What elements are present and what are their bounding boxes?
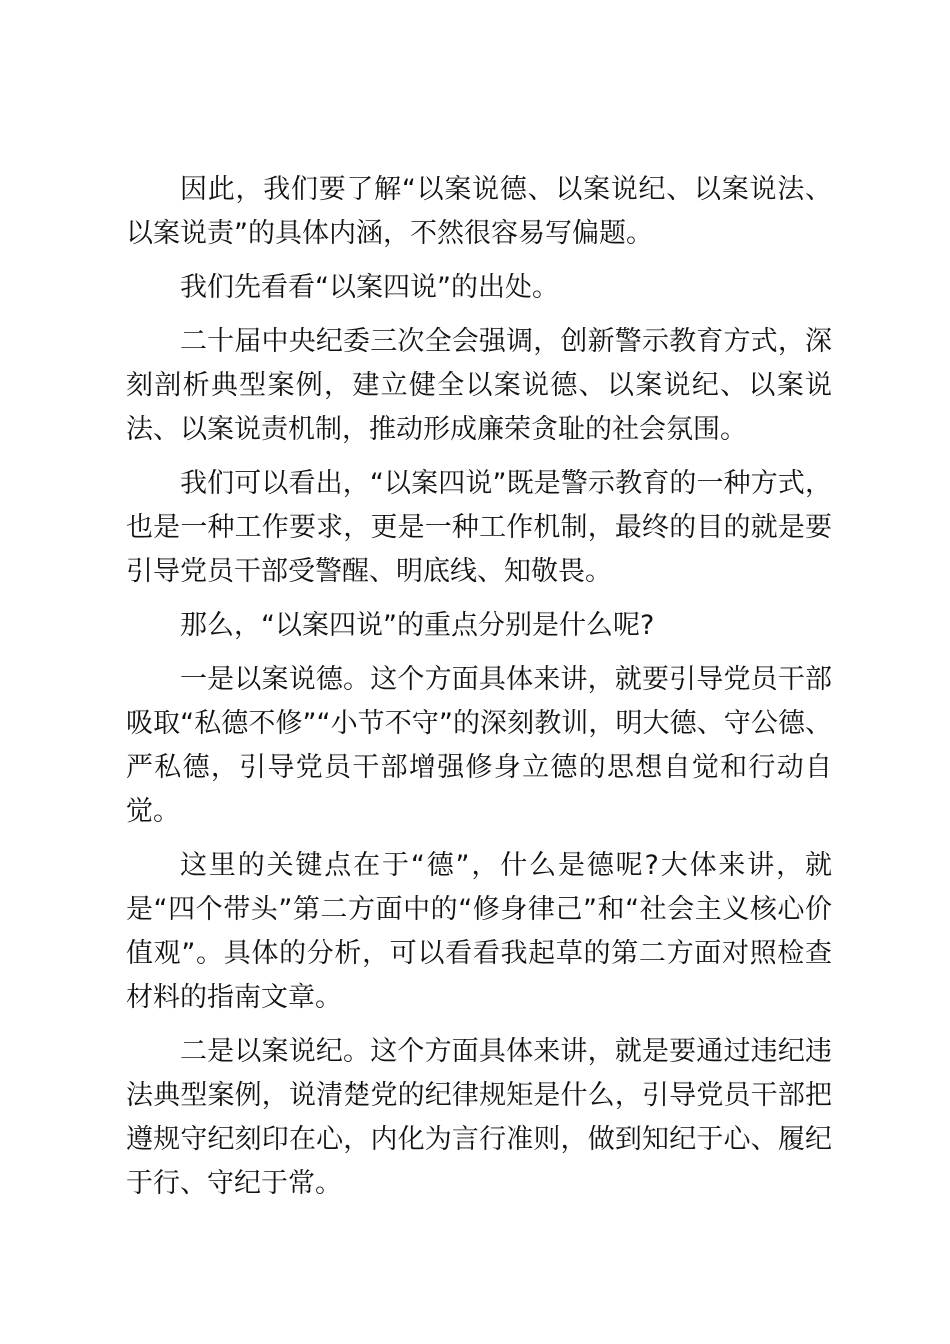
paragraph-6: 一是以案说德。这个方面具体来讲，就要引导党员干部吸取“私德不修”“小节不守”的深刻教训，明大德、守公德、严私德，引导党员干部增强修身立德的思想自觉和行动自觉。 <box>126 664 832 827</box>
paragraph-8: 二是以案说纪。这个方面具体来讲，就是要通过违纪违法典型案例，说清楚党的纪律规矩是什么，引导党员干部把遵规守纪刻印在心，内化为言行准则，做到知纪于心、履纪于行、守纪于常。 <box>126 1036 832 1199</box>
document-body <box>126 168 832 1216</box>
paragraph-1: 因此，我们要了解“以案说德、以案说纪、以案说法、以案说责”的具体内涵，不然很容易写偏题。 <box>126 174 832 249</box>
paragraph-5: 那么，“以案四说”的重点分别是什么呢? <box>180 610 655 641</box>
paragraph-4: 我们可以看出，“以案四说”既是警示教育的一种方式，也是一种工作要求，更是一种工作机制，最终的目的就是要引导党员干部受警醒、明底线、知敬畏。 <box>126 468 832 587</box>
paragraph-2: 我们先看看“以案四说”的出处。 <box>180 272 559 303</box>
paragraph-3: 二十届中央纪委三次全会强调，创新警示教育方式，深刻剖析典型案例，建立健全以案说德、以案说纪、以案说法、以案说责机制，推动形成廉荣贪耻的社会氛围。 <box>126 326 832 445</box>
paragraph-7: 这里的关键点在于“德”，什么是德呢?大体来讲，就是“四个带头”第二方面中的“修身律己”和“社会主义核心价值观”。具体的分析，可以看看我起草的第二方面对照检查材料的指南文章。 <box>126 850 832 1013</box>
